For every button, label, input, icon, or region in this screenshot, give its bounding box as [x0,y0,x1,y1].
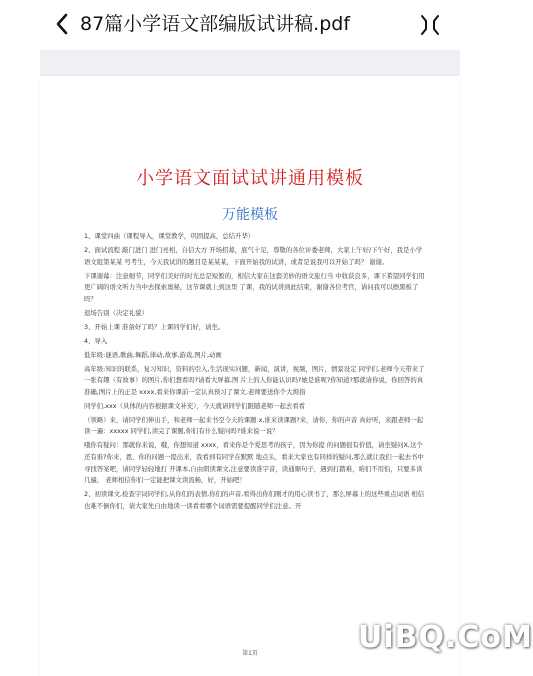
paragraph: 2、面试流程 敲门进门 进门亮相，自信大方 开场招募，底气十足，尊敬的各位评委老师，大家上午好/下午好，我是小学语文组第某某 号考生，今天我试讲的题目是某某某，下面开始我的试讲，或者是说我可以开始了吗？ 谢谢。 [84,245,423,266]
back-button[interactable] [50,9,74,39]
file-title: 87篇小学语文部编版试讲稿.pdf [80,13,351,35]
paragraph: 2、初读课文,检查字词同学们,从你们的表情,你们的声音,看得出你们刚才的用心读书了，那么屏幕上的这些重点词语 相信也难不倒你们，请大家先自由地读一读看看哪个词语需要提醒同学们注意。开 [84,490,425,510]
paragraph: 4、导入 [84,336,108,345]
pdf-viewer[interactable] [40,50,460,667]
paragraph: 下课谢幕：注意细节，同学们美好的时光总是短暂的，相信大家在这套美妙的语文旅行当 中收获良多，课下希望同学们用更广阔的语文听力当中去探索奥秘，这节课就上到这里 了课，我的试讲到此结束，谢谢各位考官，请问我可以擦黑板了吗？ [84,271,425,303]
paragraph: （领略）来，请同学们伸出手，和老师一起来书空今天的课题 x,谁来读课题?来，请你，你的声音 真好听，来跟老师一起读一遍：xxxxx 同学们,读完了课题,你们有什么疑问吗?谁来说一说？ [84,415,424,436]
paragraph: 高年级:知识的联系，复习知识，资料的引入,生活现实问题，新闻，演讲，视频，图片，情景设定 同学们,老师今天带来了一张有趣（有故事）的图片,你们想看吗?请看大屏幕,图 片上的人你能认识吗?她是谁呢?你知道?那就请你说，你回答的真准确,图片上的正是 xxxx,看来你课前一定认真预习了课文,老师要送你个大拇指 [84,364,425,396]
paragraph: 1、课堂四曲（课程导入，课堂教学，巩固提高，总结升华） [84,232,255,240]
chevron-left-icon [55,13,69,35]
paragraph: 哦你有疑问：那就你来说，哦，你想知道 xxxx，看来你是个爱思考的孩子，因为你提 的问题很有价值，请坐疑问X,这个还有谁?你来，恩，你的问题一提出来，我看到有同学在默默 地点头，看来大家也有同样的疑问,那么就让我们一起去书中寻找答案吧，请同学轻轻地打 开课本,自由朗读课文,注意要读准字音，读通顺句子，遇到打踏难，咱们不用怕，只要多读几遍， 老师相信你们一定能把课文读流畅，好，开始吧！ [84,441,424,485]
paragraph: 退场告别（决定礼貌） [84,308,148,317]
document-body [84,231,426,621]
fit-width-button[interactable] [418,13,442,37]
top-bar [0,0,500,50]
paragraph: 同学们,xxx（具体的内容根据课文补充），今天就请同学们跟随老师一起去看看 [84,401,306,410]
pdf-page [40,76,460,676]
document-title: 小学语文面试试讲通用模板 [136,168,364,189]
document-subtitle: 万能模板 [222,207,278,223]
paragraph: 低年级:谜语,歌曲,舞蹈,律动,故事,游戏,图片,动画 [84,350,222,359]
page-number: 第1页 [242,650,258,657]
paragraph: 3、开始上课 准备好了吗？上课同学们好，请坐。 [84,322,225,331]
fit-width-icon [418,13,442,37]
watermark-logo: UiBQ.CoM [358,620,533,655]
